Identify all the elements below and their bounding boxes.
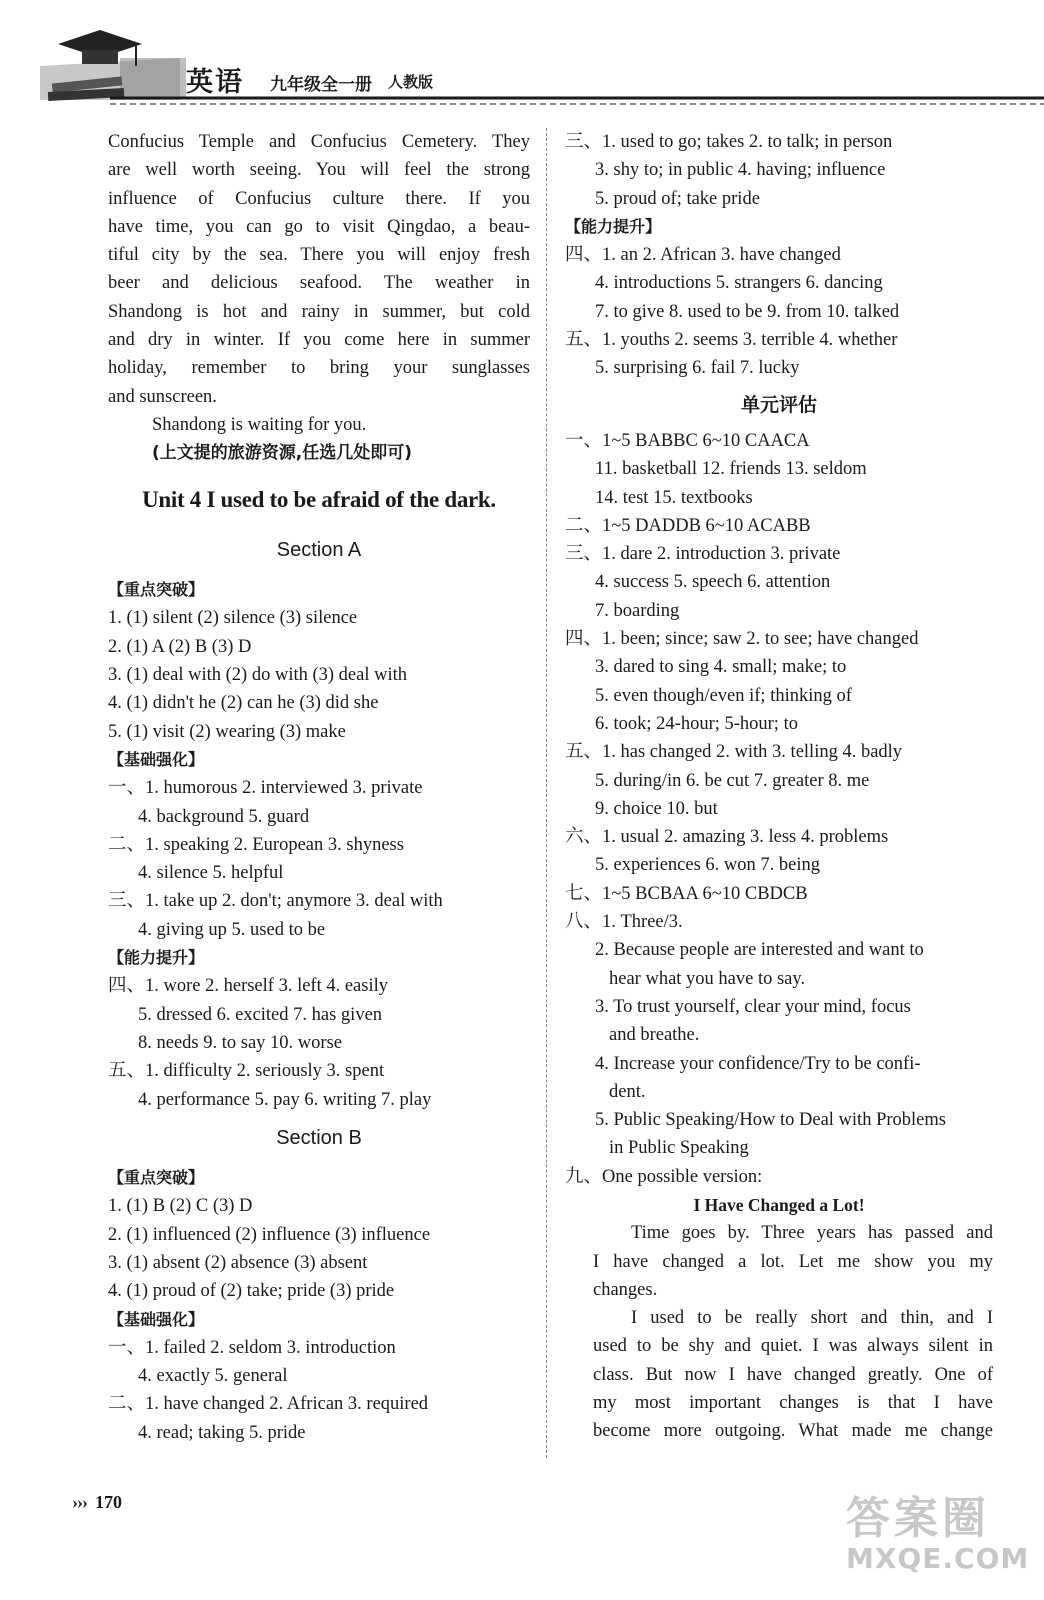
answer-line: 3. (1) absent (2) absence (3) absent [108,1252,368,1273]
header-edition: 人教版 [388,73,434,91]
answer-line: 三、1. dare 2. introduction 3. private [565,544,841,565]
answer-line: 四、1. been; since; saw 2. to see; have changed [565,629,919,650]
intro-paragraph [108,128,530,468]
answer-line: 一、1~5 BABBC 6~10 CAACA [565,430,810,451]
section-b-zhongdian-tag: 【重点突破】 [108,1168,205,1188]
answer-line: 五、1. youths 2. seems 3. terrible 4. whether [565,330,898,351]
answer-line: 六、1. usual 2. amazing 3. less 4. problems [565,827,889,848]
intro-line: have time, you can go to visit Qingdao, a beau- [108,216,530,237]
answer-line: 4. read; taking 5. pride [138,1422,306,1443]
answer-line: 三、1. take up 2. don't; anymore 3. deal with [108,891,443,912]
intro-line: Shandong is hot and rainy in summer, but cold [108,301,530,322]
answer-line: 1. (1) B (2) C (3) D [108,1196,253,1217]
answer-line: 一、1. humorous 2. interviewed 3. private [108,778,423,799]
intro-line: Confucius Temple and Confucius Cemetery. They [108,132,530,152]
graduation-cap-books-icon [0,0,1044,110]
answer-line: 11. basketball 12. friends 13. seldom [595,459,867,480]
answer-line: 5. dressed 6. excited 7. has given [138,1004,383,1025]
answer-line: 5. proud of; take pride [595,188,760,209]
note-line: (上文提的旅游资源,任选几处即可) [152,443,412,464]
intro-line: are well worth seeing. You will feel the strong [108,160,530,181]
answer-line: 4. exactly 5. general [138,1366,288,1387]
header-grade: 九年级全一册 [270,75,372,95]
answer-line: 4. Increase your confidence/Try to be confi- [595,1053,921,1074]
section-a-title: Section A [276,538,362,561]
essay-line: changes. [593,1279,658,1300]
answer-line: 4. introductions 5. strangers 6. dancing [595,273,883,294]
answer-line: 三、1. used to go; takes 2. to talk; in person [565,132,893,152]
answer-line: 3. To trust yourself, clear your mind, focus [595,996,911,1017]
answer-line: 3. shy to; in public 4. having; influence [595,160,886,181]
intro-line: holiday, remember to bring your sunglasses [108,358,530,379]
answer-line: 4. background 5. guard [138,806,310,827]
answer-line: 二、1. speaking 2. European 3. shyness [108,834,404,855]
answer-line: 八、1. Three/3. [565,912,683,933]
section-a-jichu-tag: 【基础强化】 [108,749,205,769]
answer-line: 8. needs 9. to say 10. worse [138,1032,342,1053]
answer-line: and breathe. [609,1025,700,1046]
answer-line: 5. even though/even if; thinking of [595,685,852,706]
answer-line: 5. surprising 6. fail 7. lucky [595,358,800,379]
essay-line: become more outgoing. What made me change [593,1421,993,1442]
section-b-jichu-tag: 【基础强化】 [108,1309,205,1329]
answer-line: 4. success 5. speech 6. attention [595,572,831,593]
answer-line: 2. (1) influenced (2) influence (3) influence [108,1224,431,1245]
intro-line: and sunscreen. [108,386,217,407]
intro-line: beer and delicious seafood. The weather in [108,273,530,294]
essay-title: I Have Changed a Lot! [693,1194,865,1215]
page-arrows-icon: ››› [72,1492,87,1512]
answer-line: 3. dared to sing 4. small; make; to [595,657,847,678]
section-b-title: Section B [276,1126,362,1149]
column-divider [546,128,547,1458]
watermark-logo [846,1482,1030,1575]
watermark-cn: 答案圈 [846,1493,990,1544]
unit-title: Unit 4 I used to be afraid of the dark. [142,486,496,512]
intro-line: tiful city by the sea. There you will enjoy fresh [108,245,530,266]
essay-line: used to be shy and quiet. I was always silent in [593,1336,993,1357]
answer-line: 四、1. wore 2. herself 3. left 4. easily [108,976,388,997]
answer-line: 七、1~5 BCBAA 6~10 CBDCB [565,883,808,904]
right-column [565,128,993,1446]
answer-line: 3. (1) deal with (2) do with (3) deal with [108,665,408,686]
essay-line: I used to be really short and thin, and I [631,1308,993,1329]
answer-line: 2. Because people are interested and want to [595,940,924,961]
answer-line: 九、One possible version: [565,1166,763,1187]
answer-line: 4. performance 5. pay 6. writing 7. play [138,1089,432,1110]
answer-line: 4. (1) proud of (2) take; pride (3) pride [108,1281,395,1302]
header-subject: 英语 [186,67,244,98]
answer-line: 5. (1) visit (2) wearing (3) make [108,721,346,742]
answer-line: 4. giving up 5. used to be [138,919,326,940]
intro-line: influence of Confucius culture there. If you [108,188,530,209]
essay-line: I have changed a lot. Let me show you my [593,1251,993,1272]
page-number-value: 170 [94,1492,122,1512]
answer-line: 一、1. failed 2. seldom 3. introduction [108,1337,396,1358]
answer-line: 五、1. difficulty 2. seriously 3. spent [108,1061,385,1082]
essay-line: my most important changes is that I have [593,1393,993,1414]
answer-line: 5. Public Speaking/How to Deal with Problems [595,1110,946,1131]
essay-body [565,1219,993,1445]
answer-line: dent. [609,1081,646,1102]
answer-line: 五、1. has changed 2. with 3. telling 4. badly [565,742,903,763]
page-number [72,1492,122,1513]
answer-line: 5. experiences 6. won 7. being [595,855,821,876]
answer-line: 二、1~5 DADDB 6~10 ACABB [565,515,811,536]
answer-line: 二、1. have changed 2. African 3. required [108,1394,429,1415]
answer-line: in Public Speaking [609,1138,749,1159]
answer-line: 2. (1) A (2) B (3) D [108,636,252,657]
answer-line: 5. during/in 6. be cut 7. greater 8. me [595,770,870,791]
essay-line: Time goes by. Three years has passed and [631,1223,993,1244]
watermark-en: MXQE.COM [846,1542,1030,1575]
answer-line: 1. (1) silent (2) silence (3) silence [108,608,358,629]
answer-line: 7. to give 8. used to be 9. from 10. talked [595,301,900,322]
answer-line: 4. (1) didn't he (2) can he (3) did she [108,693,379,714]
answer-line: 四、1. an 2. African 3. have changed [565,245,841,266]
closing-line: Shandong is waiting for you. [152,414,367,435]
answer-line: 6. took; 24-hour; 5-hour; to [595,713,798,734]
essay-line: class. But now I have changed greatly. One of [593,1364,993,1385]
left-column [108,128,530,1447]
answer-line: 9. choice 10. but [595,798,718,819]
answer-line: 4. silence 5. helpful [138,863,284,884]
answer-line: 14. test 15. textbooks [595,487,753,508]
intro-line: and dry in winter. If you come here in summer [108,330,530,351]
unit-evaluation-title: 单元评估 [740,393,817,416]
right-nengli-tag: 【能力提升】 [565,216,662,236]
answer-line: 7. boarding [595,600,680,621]
page-header [0,0,1044,110]
answer-line: hear what you have to say. [609,968,806,989]
section-a-zhongdian-tag: 【重点突破】 [108,580,205,600]
section-a-nengli-tag: 【能力提升】 [108,948,205,968]
